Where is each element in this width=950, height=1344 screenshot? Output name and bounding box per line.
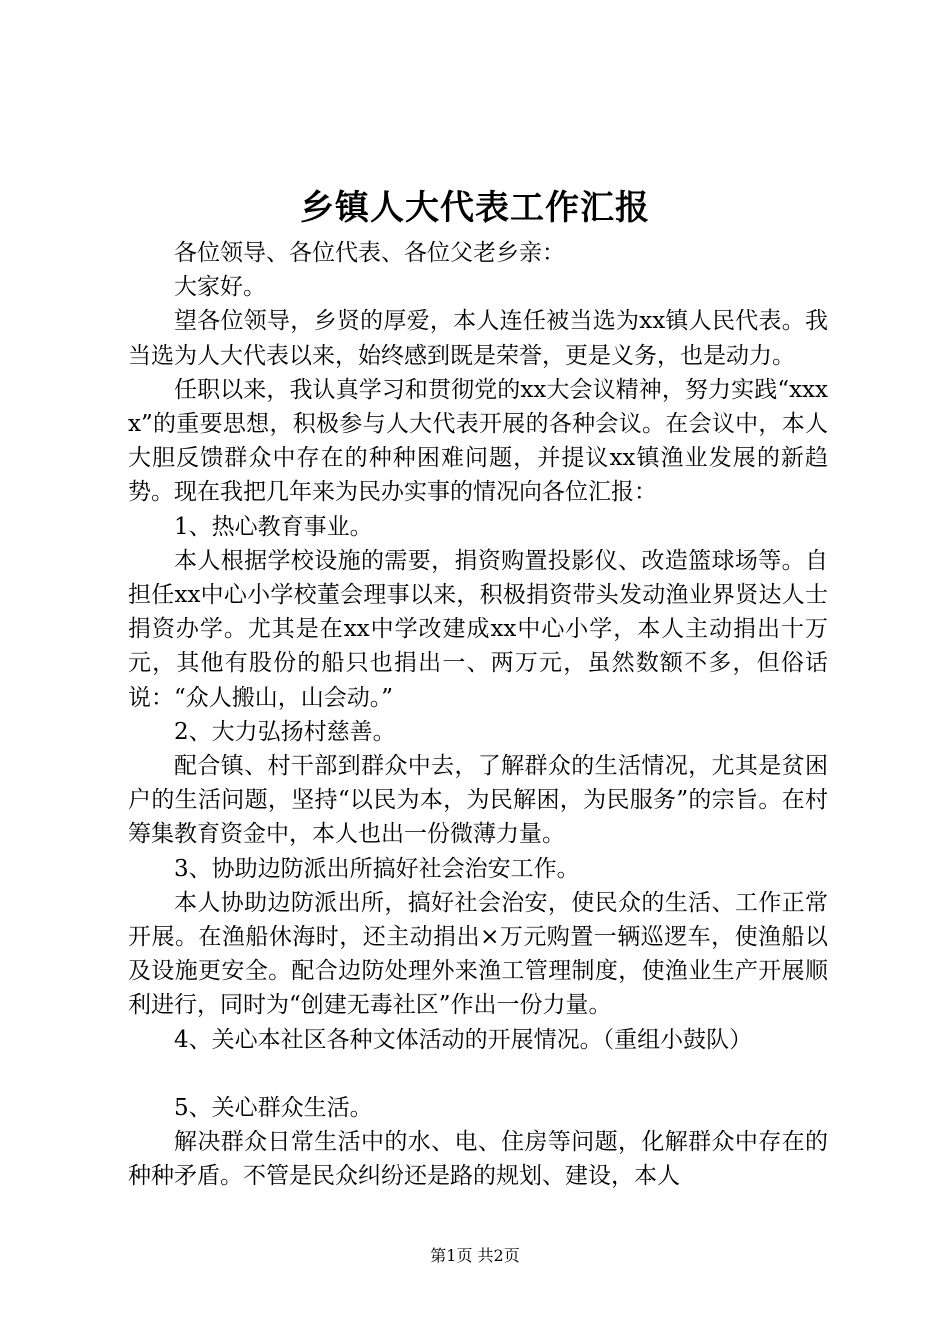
paragraph-item-3: 本人协助边防派出所，搞好社会治安，使民众的生活、工作正常开展。在渔船休海时，还主动捐出×万元购置一辆巡逻车，使渔船以及设施更安全。配合边防处理外来渔工管理制度，使渔业生产开展顺利进行，同时为“创建无毒社区”作出一份力量。 bbox=[128, 889, 828, 1019]
paragraph-salutation: 各位领导、各位代表、各位父老乡亲： bbox=[174, 240, 565, 266]
paragraph-intro: 望各位领导，乡贤的厚爱，本人连任被当选为xx镇人民代表。我当选为人大代表以来，始终感到既是荣誉，更是义务，也是动力。 bbox=[128, 308, 828, 369]
page-indicator: 第1页 共2页 bbox=[430, 1246, 520, 1265]
paragraph-item-2: 配合镇、村干部到群众中去，了解群众的生活情况，尤其是贫困户的生活问题，坚持“以民为本，为民解困，为民服务”的宗旨。在村筹集教育资金中，本人也出一份微薄力量。 bbox=[128, 753, 828, 848]
heading-item-5: 5、关心群众生活。 bbox=[174, 1094, 373, 1121]
heading-item-2: 2、大力弘扬村慈善。 bbox=[174, 718, 396, 745]
heading-item-1: 1、热心教育事业。 bbox=[174, 513, 373, 540]
document-title: 乡镇人大代表工作汇报 bbox=[300, 188, 650, 228]
paragraph-greeting: 大家好。 bbox=[174, 274, 266, 301]
heading-item-3: 3、协助边防派出所搞好社会治安工作。 bbox=[174, 855, 580, 882]
paragraph-item-1: 本人根据学校设施的需要，捐资购置投影仪、改造篮球场等。自担任xx中心小学校董会理事以来，积极捐资带头发动渔业界贤达人士捐资办学。尤其是在xx中学改建成xx中心小学，本人主动捐出十万元，其他有股份的船只也捐出一、两万元，虽然数额不多，但俗话说：“众人搬山，山会动。” bbox=[128, 547, 828, 711]
paragraph-item-5: 解决群众日常生活中的水、电、住房等问题，化解群众中存在的种种矛盾。不管是民众纠纷还是路的规划、建设，本人 bbox=[128, 1129, 828, 1190]
document-body bbox=[128, 236, 828, 1193]
heading-item-4: 4、关心本社区各种文体活动的开展情况。（重组小鼓队） bbox=[174, 1026, 753, 1053]
paragraph-duties: 任职以来，我认真学习和贯彻党的xx大会议精神，努力实践“xxxx”的重要思想，积极参与人大代表开展的各种会议。在会议中，本人大胆反馈群众中存在的种种困难问题，并提议xx镇渔业发展的新趋势。现在我把几年来为民办实事的情况向各位汇报： bbox=[128, 376, 828, 506]
